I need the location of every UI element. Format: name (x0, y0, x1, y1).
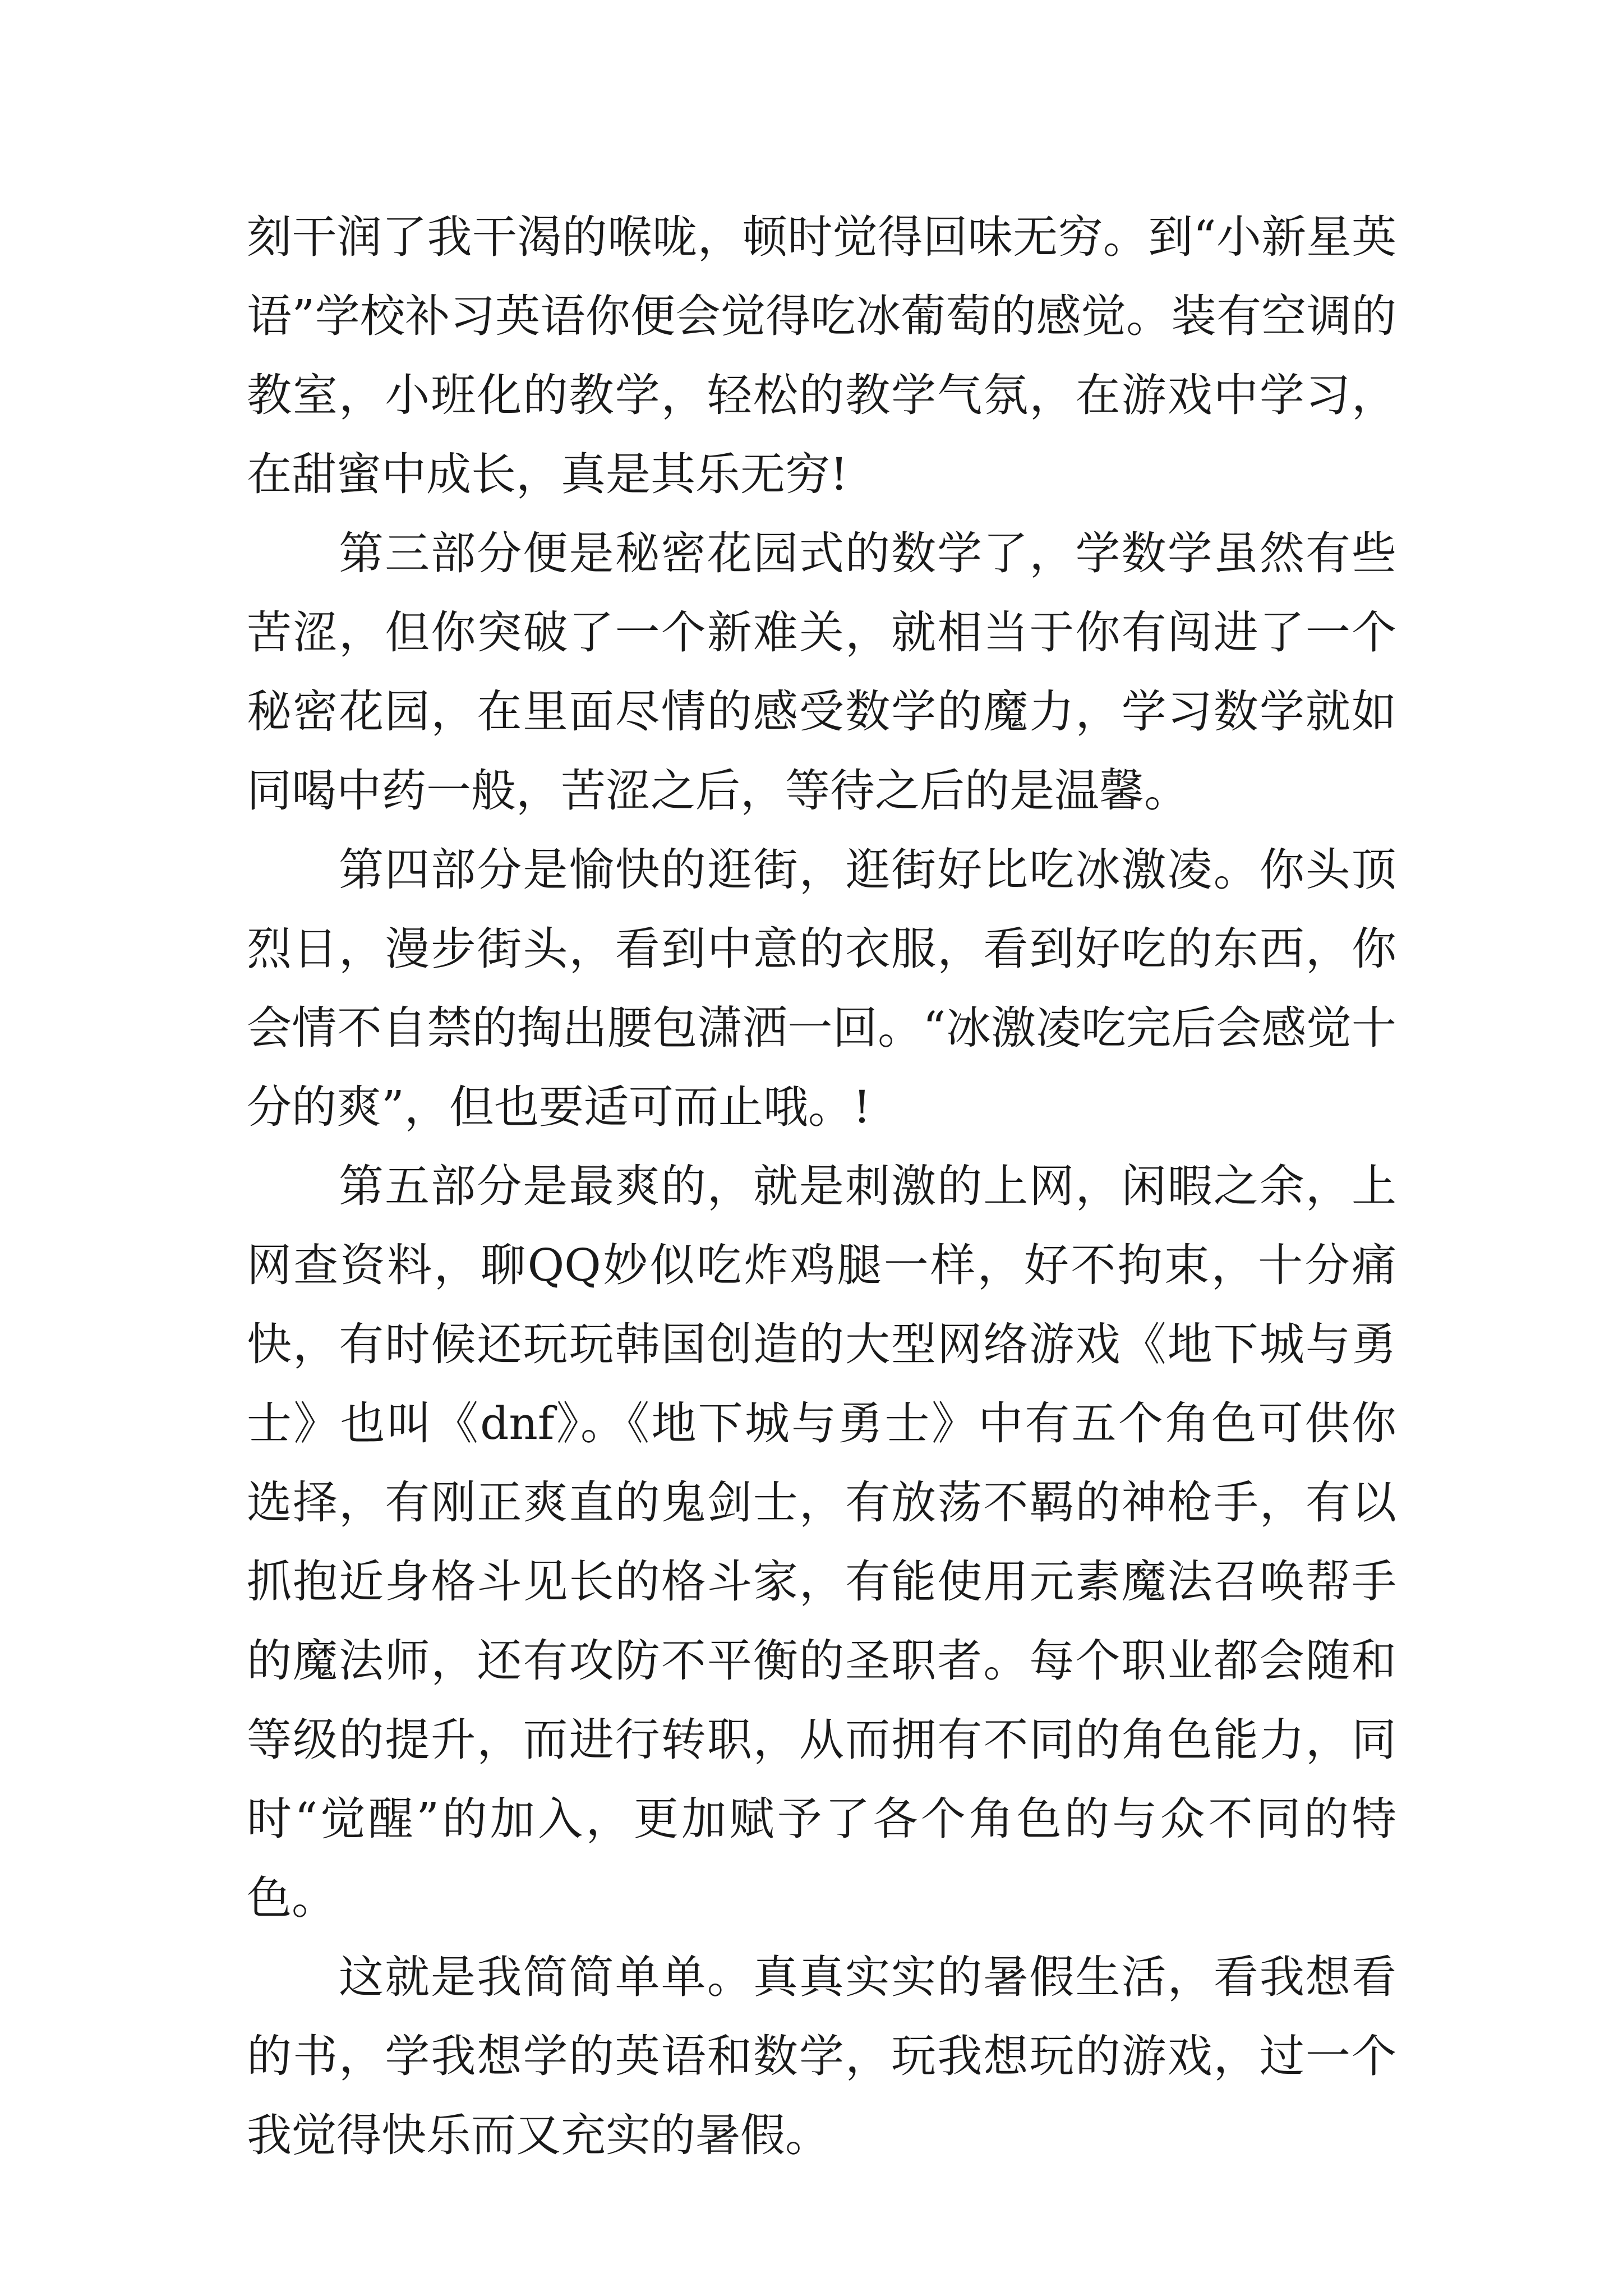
paragraph-math: 第三部分便是秘密花园式的数学了，学数学虽然有些苦涩，但你突破了一个新难关，就相当于你有闯进了一个秘密花园，在里面尽情的感受数学的魔力，学习数学就如同喝中药一般，苦涩之后，等待之后的是温馨。 (247, 527, 1396, 817)
paragraph-conclusion: 这就是我简简单单。真真实实的暑假生活，看我想看的书，学我想学的英语和数学，玩我想玩的游戏，过一个我觉得快乐而又充实的暑假。 (247, 1951, 1396, 2161)
paragraph-shopping: 第四部分是愉快的逛街，逛街好比吃冰激凌。你头顶烈日，漫步街头，看到中意的衣服，看到好吃的东西，你会情不自禁的掏出腰包潇洒一回。“冰激凌吃完后会感觉十分的爽”，但也要适可而止哦。! (247, 844, 1396, 1133)
essay-body (247, 197, 1396, 2175)
paragraph-internet: 第五部分是最爽的，就是刺激的上网，闲暇之余，上网查资料，聊QQ妙似吃炸鸡腿一样，好不拘束，十分痛快，有时候还玩玩韩国创造的大型网络游戏《地下城与勇士》也叫《dnf》。《地下城与勇士》中有五个角色可供你选择，有刚正爽直的鬼剑士，有放荡不羁的神枪手，有以抓抱近身格斗见长的格斗家，有能使用元素魔法召唤帮手的魔法师，还有攻防不平衡的圣职者。每个职业都会随和等级的提升，而进行转职，从而拥有不同的角色能力，同时“觉醒”的加入，更加赋予了各个角色的与众不同的特色。 (247, 1160, 1396, 1924)
paragraph-continuation: 刻干润了我干渴的喉咙，顿时觉得回味无穷。到“小新星英语”学校补习英语你便会觉得吃冰葡萄的感觉。装有空调的教室，小班化的教学，轻松的教学气氛，在游戏中学习，在甜蜜中成长，真是其乐无穷! (247, 211, 1396, 500)
